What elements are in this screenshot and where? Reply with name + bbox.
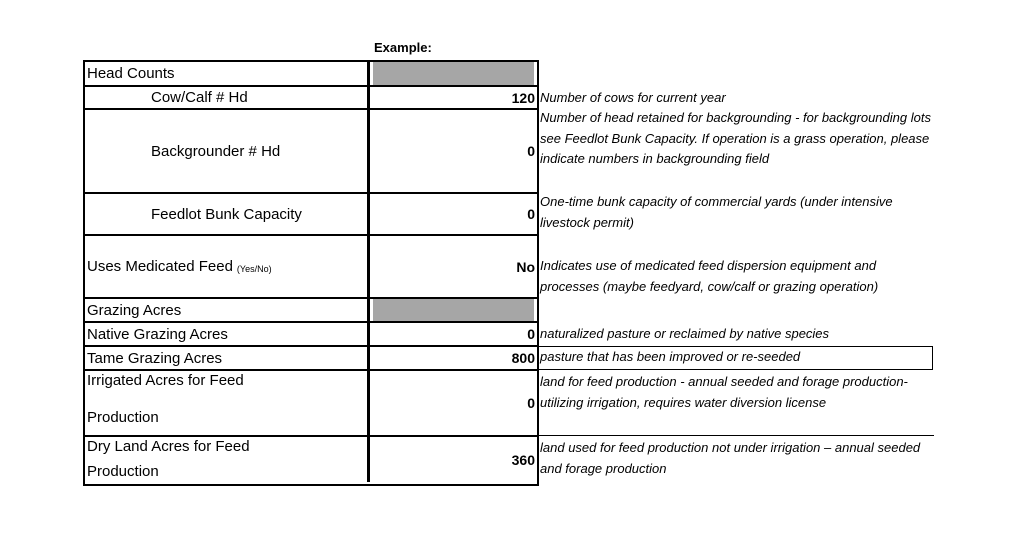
row-note: land for feed production - annual seeded and forage production- utilizing irrigation, requires water diversion license	[540, 374, 908, 410]
row-label	[84, 437, 370, 482]
row-value: 120	[511, 89, 535, 106]
table-row-cow-calf	[84, 87, 537, 108]
row-note: land used for feed production not under irrigation – annual seeded and forage production	[540, 440, 921, 476]
table-row-grazing-acres	[84, 299, 537, 321]
table-row-head-counts	[84, 62, 537, 85]
row-label: Feedlot Bunk Capacity	[84, 194, 370, 234]
row-label	[84, 371, 370, 435]
row-label	[84, 236, 370, 297]
row-label: Backgrounder # Hd	[84, 110, 370, 192]
row-sublabel: (Yes/No)	[236, 263, 272, 274]
row-value-shaded	[373, 299, 534, 321]
table-row-feedlot	[84, 194, 537, 234]
row-note: Indicates use of medicated feed dispersion equipment and processes (maybe feedyard, cow/calf or grazing operation)	[540, 258, 879, 294]
table-row-backgrounder	[84, 110, 537, 192]
row-note: One-time bunk capacity of commercial yards (under intensive livestock permit)	[540, 194, 893, 230]
row-value: 360	[511, 451, 535, 468]
row-label: Native Grazing Acres	[84, 323, 370, 345]
row-value: 0	[527, 395, 535, 411]
row-label-text: Uses Medicated Feed	[87, 258, 233, 275]
table-row-tame-grazing	[84, 347, 537, 369]
row-note: Number of cows for current year	[540, 90, 726, 105]
row-label: Grazing Acres	[84, 299, 370, 321]
row-note: Number of head retained for backgrounding - for backgrounding lots see Feedlot Bunk Capacity. If operation is a grass operation, please indicate numbers in backgrounding field	[540, 110, 931, 166]
row-label-line1: Irrigated Acres for Feed	[87, 372, 244, 389]
example-title: Example:	[374, 40, 432, 55]
row-note: pasture that has been improved or re-seeded	[540, 349, 801, 364]
row-value-shaded	[373, 62, 534, 85]
row-label: Cow/Calf # Hd	[84, 87, 370, 108]
row-value: 800	[511, 350, 535, 366]
row-value: No	[516, 258, 535, 275]
row-value: 0	[527, 206, 535, 222]
row-label: Tame Grazing Acres	[84, 347, 370, 369]
row-label-line2: Production	[87, 463, 159, 480]
row-note: naturalized pasture or reclaimed by native species	[540, 326, 830, 341]
row-label-line1: Dry Land Acres for Feed	[87, 438, 250, 455]
table-row-native-grazing	[84, 323, 537, 345]
table-row-medicated-feed	[84, 236, 537, 297]
table-row-irrigated	[84, 371, 537, 435]
table-row-dry-land	[84, 437, 537, 482]
row-value: 0	[527, 326, 535, 342]
row-label-line2: Production	[87, 409, 159, 426]
row-label: Head Counts	[84, 62, 370, 85]
row-value: 0	[527, 143, 535, 159]
